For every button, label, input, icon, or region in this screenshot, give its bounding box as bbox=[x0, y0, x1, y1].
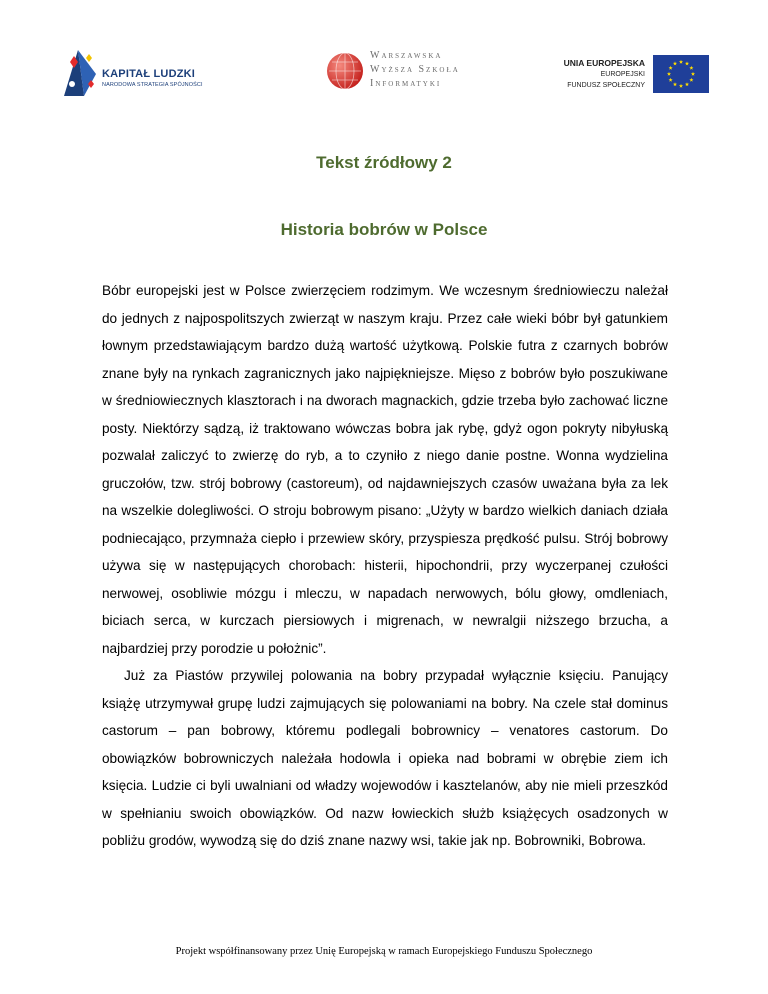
page-header bbox=[0, 0, 768, 130]
eu-flag-icon bbox=[653, 55, 709, 93]
wwsi-line-1: Warszawska bbox=[370, 50, 443, 61]
ue-line-2: EUROPEJSKI bbox=[600, 71, 645, 78]
wwsi-line-2: Wyższa Szkoła bbox=[370, 64, 460, 75]
kapital-ludzki-logo bbox=[60, 44, 220, 104]
kapital-ludzki-mark-icon bbox=[60, 44, 100, 102]
wwsi-globe-icon bbox=[326, 52, 364, 90]
section-title: Historia bobrów w Polsce bbox=[280, 220, 488, 239]
paragraph: Bóbr europejski jest w Polsce zwierzęciem rodzimym. We wczesnym średniowieczu należał do jednych z najpospolitszych zwierząt w naszym kraju. Przez całe wieki bóbr był gatunkiem łownym przedstawiającym bardzo dużą wartość użytkową. Polskie futra z czarnych bobrów znane były na rynkach zagranicznych jako najpiękniejsze. Mięso z bobrów było poszukiwane w średniowiecznych klasztorach i na dworach magnackich, gdzie trzeba było zachować liczne posty. Niektórzy sądzą, iż traktowano wówczas bobra jak rybę, gdyż ogon pokryty nibyłuską pozwalał zaliczyć to zwierzę do ryb, a to czyniło z niego danie postne. Wonna wydzielina gruczołów, tzw. strój bobrowy (castoreum), od najdawniejszych czasów uważana była za lek na wszelkie dolegliwości. O stroju bobrowym pisano: „Użyty w bardzo wielkich daniach działa podniecająco, przymnaża ciepło i przewiew skóry, przyspiesza prędkość pulsu. Strój bobrowy używa się w następujących chorobach: histerii, hipochondrii, przy wyczerpanej czułości nerwowej, osobliwie mózgu i mleczu, w napadach nerwowych, bólu głowy, omdleniach, biciach serca, w kurczach piersiowych i migrenach, w newralgii niższego brzucha, a najbardziej przy porodzie u położnic”. bbox=[102, 283, 668, 656]
ue-line-1: UNIA EUROPEJSKA bbox=[563, 58, 645, 68]
ue-line-3: FUNDUSZ SPOŁECZNY bbox=[567, 82, 645, 89]
wwsi-logo bbox=[326, 48, 476, 98]
page-footer: Projekt współfinansowany przez Unię Europejską w ramach Europejskiego Funduszu Społecznego bbox=[175, 946, 593, 957]
wwsi-line-3: Informatyki bbox=[370, 78, 442, 89]
body-text bbox=[102, 277, 668, 855]
kapital-ludzki-title: KAPITAŁ LUDZKI bbox=[102, 68, 196, 80]
kapital-ludzki-subtitle: NARODOWA STRATEGIA SPÓJNOŚCI bbox=[102, 82, 203, 88]
paragraph: Już za Piastów przywilej polowania na bobry przypadał wyłącznie księciu. Panujący książę utrzymywał grupę ludzi zajmujących się polowaniami na bobry. Na czele stał dominus castorum – pan bobrowy, któremu podlegali bobrownicy – venatores castorum. Do obowiązków bobrowniczych należała hodowla i opieka nad bobrami w obrębie ziem ich księcia. Ludzie ci byli uwalniani od władzy wojewodów i kasztelanów, aby nie mieli przeszkód w spełnianiu swoich obowiązków. Od nazw łowieckich służb książęcych osadzonych w pobliżu grodów, wywodzą się do dziś znane nazwy wsi, takie jak np. Bobrowniki, Bobrowa. bbox=[102, 668, 668, 848]
ue-efs-logo bbox=[544, 55, 709, 100]
page-title: Tekst źródłowy 2 bbox=[316, 153, 452, 172]
